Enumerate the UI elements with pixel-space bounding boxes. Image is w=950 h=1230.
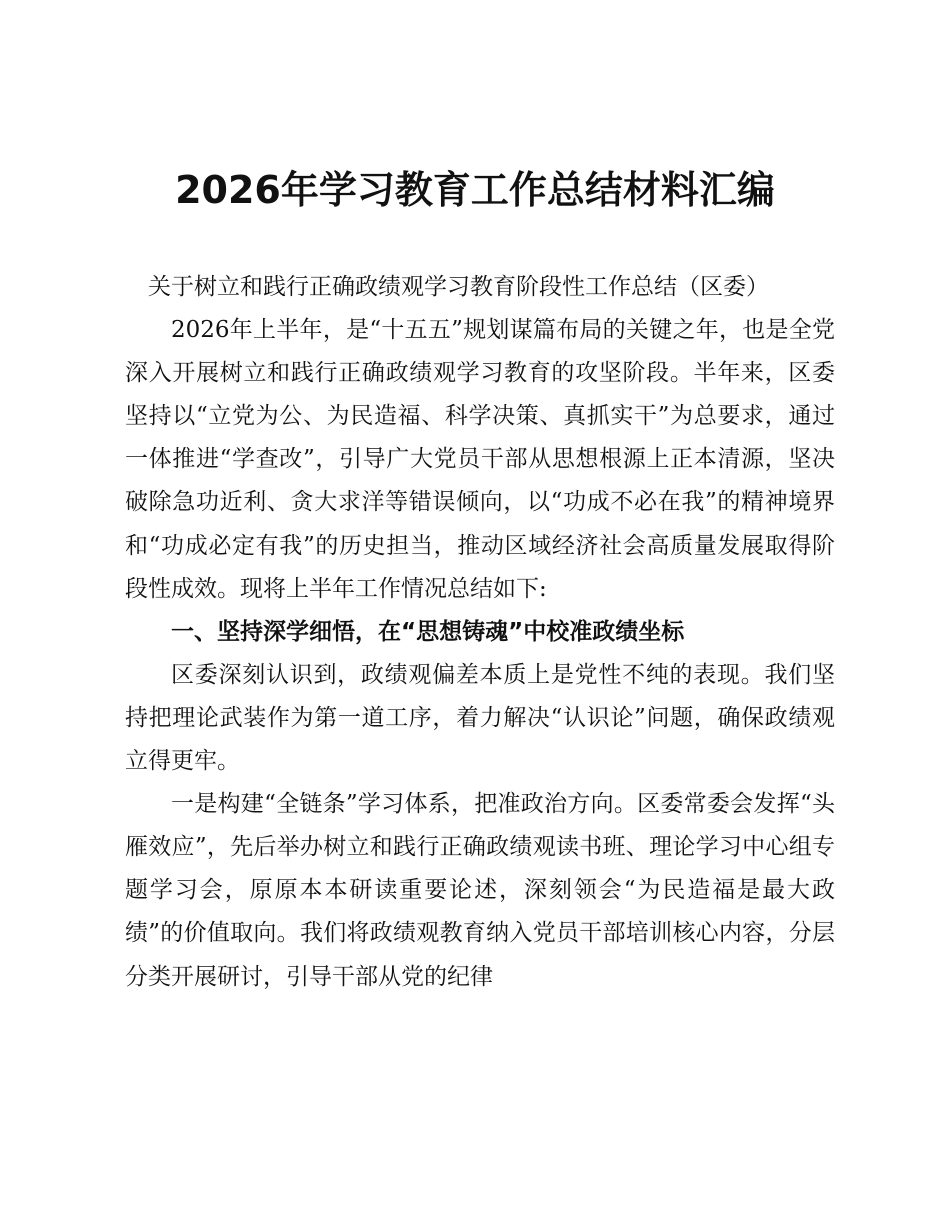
paragraph-section-1-intro: 区委深刻认识到，政绩观偏差本质上是党性不纯的表现。我们坚持把理论武装作为第一道工序，着力解决“认识论”问题，确保政绩观立得更牢。 [125,661,835,775]
paragraph-intro: 2026年上半年，是“十五五”规划谋篇布局的关键之年，也是全党深入开展树立和践行正确政绩观学习教育的攻坚阶段。半年来，区委坚持以“立党为公、为民造福、科学决策、真抓实干”为总要求，通过一体推进“学查改”，引导广大党员干部从思想根源上正本清源，坚决破除急功近利、贪大求洋等错误倾向，以“功成不必在我”的精神境界和“功成必定有我”的历史担当，推动区域经济社会高质量发展取得阶段性成效。现将上半年工作情况总结如下: [125,317,835,602]
paragraph-section-1-point-1: 一是构建“全链条”学习体系，把准政治方向。区委常委会发挥“头雁效应”，先后举办树立和践行正确政绩观读书班、理论学习中心组专题学习会，原原本本研读重要论述，深刻领会“为民造福是最大政绩”的价值取向。我们将政绩观教育纳入党员干部培训核心内容，分层分类开展研讨，引导干部从党的纪律 [125,791,835,990]
document-subtitle: 关于树立和践行正确政绩观学习教育阶段性工作总结（区委） [148,274,769,300]
document-title: 2026年学习教育工作总结材料汇编 [175,168,775,212]
document-body [125,266,835,999]
section-heading-1: 一、坚持深学细悟，在“思想铸魂”中校准政绩坐标 [171,618,685,645]
